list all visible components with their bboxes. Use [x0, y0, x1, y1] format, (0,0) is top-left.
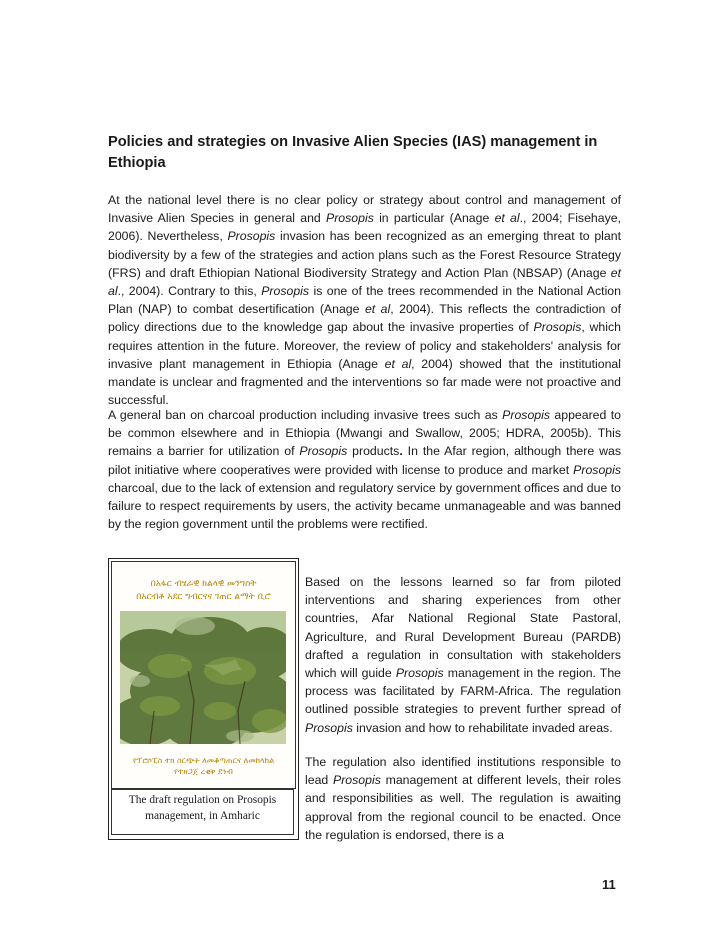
regulation-cover-image: [111, 561, 296, 789]
paragraph-pardb-regulation: Based on the lessons learned so far from piloted interventions and sharing experiences from other countries, Afar National Regional State Pastoral, Agriculture, and Rural Development Bureau (PARDB) drafted a regulation in consultation with stakeholders which will guide Prosopis management in the region. The process was facilitated by FARM-Africa. The regulation outlined possible strategies to prevent further spread of Prosopis invasion and how to rehabilitate invaded areas.: [305, 575, 621, 735]
section-heading: Policies and strategies on Invasive Alien Species (IAS) management in Ethiopia: [108, 134, 598, 171]
figure-caption: The draft regulation on Prosopis management, in Amharic: [111, 789, 294, 835]
paragraph-charcoal-ban: A general ban on charcoal production including invasive trees such as Prosopis appeared to be common elsewhere and in Ethiopia (Mwangi and Swallow, 2005; HDRA, 2005b). This remains a barrier for utilization of Prosopis products. In the Afar region, although there was pilot initiative where cooperatives were provided with license to produce and market Prosopis charcoal, due to the lack of extension and regulatory service by government offices and due to failure to respect requirements by users, the activity became unmanageable and was banned by the region government until the problems were rectified.: [108, 408, 621, 532]
cover-amharic-title: በአፋር ብሄራዊ ክልላዊ መንግስት በአርብቶ አደር ግብርናና ገጠር ልማት ቢሮ: [136, 579, 271, 602]
cover-amharic-subtitle: የፕሮሶፒስ ተክ ስርጭት ለመቆጣጠርና ለመከላከል የተዘጋጀ ረቂቅ ደንብ: [132, 756, 275, 776]
page-number: 11: [602, 877, 616, 892]
paragraph-ias-policy: At the national level there is no clear policy or strategy about control and management of Invasive Alien Species in general and Prosopis in particular (Anage et al., 2004; Fisehaye, 2006). Nevertheless, Prosopis invasion has been recognized as an emerging threat to plant biodiversity by a few of the strategies and action plans such as the Forest Resource Strategy (FRS) and draft Ethiopian National Biodiversity Strategy and Action Plan (NBSAP) (Anage et al., 2004). Contrary to this, Prosopis is one of the trees recommended in the National Action Plan (NAP) to combat desertification (Anage et al, 2004). This reflects the contradiction of policy directions due to the knowledge gap about the invasive properties of Prosopis, which requires attention in the future. Moreover, the review of policy and stakeholders' analysis for invasive plant management in Ethiopia (Anage et al, 2004) showed that the institutional mandate is unclear and fragmented and the interventions so far made were not proactive and successful.: [108, 193, 622, 408]
paragraph-regulation-roles: The regulation also identified institutions responsible to lead Prosopis management at different levels, their roles and responsibilities as well. The regulation is awaiting approval from the regional council to be enacted. Once the regulation is endorsed, there is a: [305, 755, 621, 842]
prosopis-shrub-photo: [120, 611, 286, 744]
